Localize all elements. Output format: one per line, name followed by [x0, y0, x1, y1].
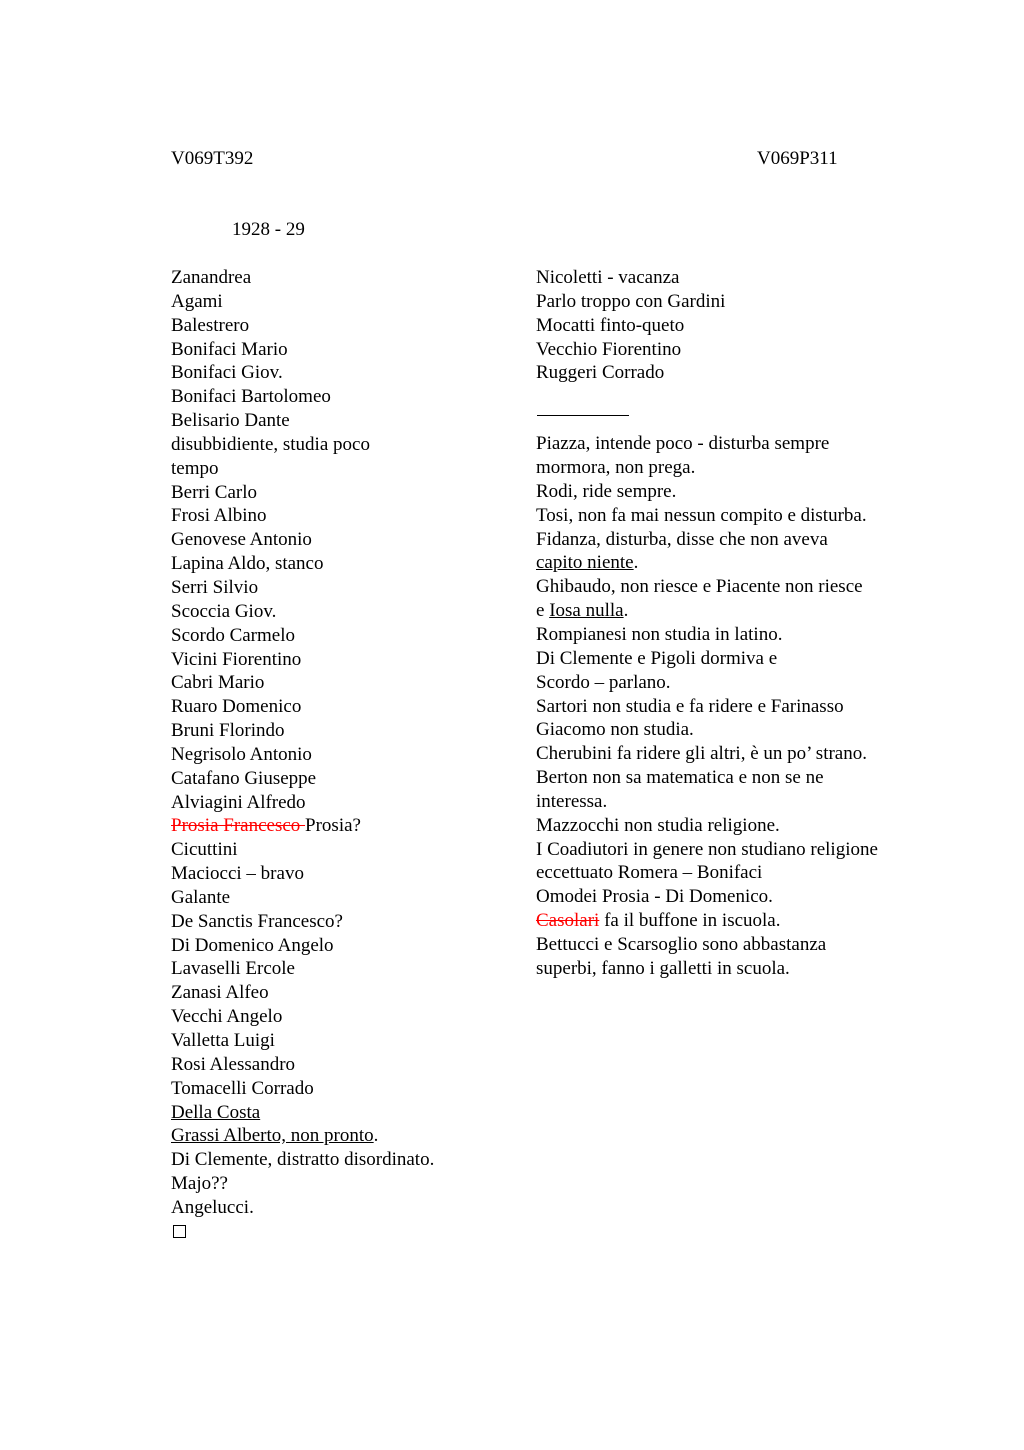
- note-line: interessa.: [536, 790, 608, 812]
- list-item: Zanasi Alfeo: [171, 982, 269, 1004]
- underlined-text: Della Costa: [171, 1101, 261, 1123]
- list-item: Catafano Giuseppe: [171, 767, 317, 789]
- underlined-text: capito niente: [536, 552, 634, 574]
- note-line-casolari: [536, 909, 956, 933]
- plain-text: fa il buffone in iscuola.: [599, 910, 781, 932]
- ref-code-left: V069T392: [171, 148, 254, 169]
- list-item: De Sanctis Francesco?: [171, 910, 343, 932]
- note-line: Mocatti finto-queto: [536, 314, 685, 336]
- separator: [536, 385, 956, 432]
- note-line: superbi, fanno i galletti in scuola.: [536, 957, 790, 979]
- list-item: Scoccia Giov.: [171, 600, 277, 622]
- list-item-prosia: [171, 814, 531, 838]
- correction-text: Prosia?: [305, 815, 361, 837]
- note-line-capito: [536, 551, 956, 575]
- list-item-grassi: [171, 1124, 531, 1148]
- list-item: Alviagini Alfredo: [171, 791, 306, 813]
- list-item: Vecchi Angelo: [171, 1006, 283, 1028]
- underlined-text: Iosa nulla: [549, 600, 624, 622]
- list-item: Angelucci.: [171, 1196, 254, 1218]
- list-item: Valletta Luigi: [171, 1030, 275, 1051]
- list-item: Zanandrea: [171, 267, 252, 288]
- note-line: Scordo – parlano.: [536, 671, 671, 693]
- list-item: Genovese Antonio: [171, 529, 312, 551]
- list-item: Di Domenico Angelo: [171, 934, 334, 956]
- list-item: Rosi Alessandro: [171, 1053, 296, 1075]
- list-item: Negrisolo Antonio: [171, 743, 312, 765]
- student-list-column: [171, 266, 531, 1244]
- note-line: Cherubini fa ridere gli altri, è un po’ strano.: [536, 743, 867, 765]
- list-item: Frosi Albino: [171, 505, 267, 527]
- underlined-text: Grassi Alberto, non pronto: [171, 1125, 374, 1147]
- note-line: Parlo troppo con Gardini: [536, 290, 726, 312]
- note-line: Fidanza, disturba, disse che non aveva: [536, 528, 828, 550]
- note-line: Rompianesi non studia in latino.: [536, 623, 783, 645]
- note-line: Ruggeri Corrado: [536, 362, 665, 384]
- notes-column: [536, 266, 956, 981]
- list-item: Galante: [171, 886, 231, 908]
- note-line: eccettuato Romera – Bonifaci: [536, 862, 763, 884]
- note-line: Omodei Prosia - Di Domenico.: [536, 886, 773, 908]
- plain-text: e: [536, 600, 550, 622]
- list-item: Cabri Mario: [171, 672, 265, 694]
- note-line: Sartori non studia e fa ridere e Farinasso: [536, 695, 844, 717]
- list-item: Scordo Carmelo: [171, 624, 296, 646]
- note-line: Vecchio Fiorentino: [536, 338, 682, 360]
- list-item: Ruaro Domenico: [171, 696, 302, 718]
- list-item: Majo??: [171, 1173, 228, 1195]
- list-item: Agami: [171, 290, 223, 312]
- list-item: Lapina Aldo, stanco: [171, 553, 324, 575]
- list-item: Di Clemente, distratto disordinato.: [171, 1149, 435, 1171]
- ref-code-right: V069P311: [757, 148, 838, 169]
- list-item: disubbidiente, studia poco: [171, 433, 370, 455]
- note-line-iosa: [536, 599, 956, 623]
- list-item: Vicini Fiorentino: [171, 648, 302, 670]
- note-line: Giacomo non studia.: [536, 719, 694, 741]
- checkbox-square-icon: [173, 1225, 186, 1238]
- horizontal-rule: [537, 415, 629, 416]
- note-line: Berton non sa matematica e non se ne: [536, 767, 824, 789]
- note-line: Bettucci e Scarsoglio sono abbastanza: [536, 933, 827, 955]
- note-line: I Coadiutori in genere non studiano religione: [536, 838, 878, 860]
- note-line: Mazzocchi non studia religione.: [536, 814, 780, 836]
- list-item: Cicuttini: [171, 839, 238, 861]
- list-item: Berri Carlo: [171, 481, 258, 503]
- punctuation: .: [373, 1125, 379, 1147]
- note-line: Piazza, intende poco - disturba sempre: [536, 433, 830, 455]
- punctuation: .: [623, 600, 629, 622]
- struck-text: Prosia Francesco: [171, 815, 306, 837]
- list-item: Tomacelli Corrado: [171, 1077, 314, 1099]
- list-item: Serri Silvio: [171, 576, 259, 598]
- note-line: Nicoletti - vacanza: [536, 267, 680, 288]
- list-item: Lavaselli Ercole: [171, 958, 295, 980]
- note-line: mormora, non prega.: [536, 457, 696, 479]
- list-item: Bruni Florindo: [171, 720, 285, 742]
- struck-text: Casolari: [536, 910, 600, 932]
- checkbox-line: [171, 1220, 531, 1244]
- note-line: Di Clemente e Pigoli dormiva e: [536, 647, 778, 669]
- note-line: Ghibaudo, non riesce e Piacente non riesce: [536, 576, 863, 598]
- list-item: Balestrero: [171, 314, 250, 336]
- list-item: Bonifaci Mario: [171, 338, 288, 360]
- list-item: Belisario Dante: [171, 410, 290, 432]
- list-item: Maciocci – bravo: [171, 863, 304, 885]
- note-line: Rodi, ride sempre.: [536, 480, 677, 502]
- school-year: 1928 - 29: [232, 219, 305, 240]
- punctuation: .: [633, 552, 639, 574]
- list-item: Bonifaci Bartolomeo: [171, 386, 331, 408]
- note-line: Tosi, non fa mai nessun compito e disturba.: [536, 504, 867, 526]
- list-item: tempo: [171, 457, 219, 479]
- list-item-della-costa: [171, 1101, 531, 1125]
- list-item: Bonifaci Giov.: [171, 362, 283, 384]
